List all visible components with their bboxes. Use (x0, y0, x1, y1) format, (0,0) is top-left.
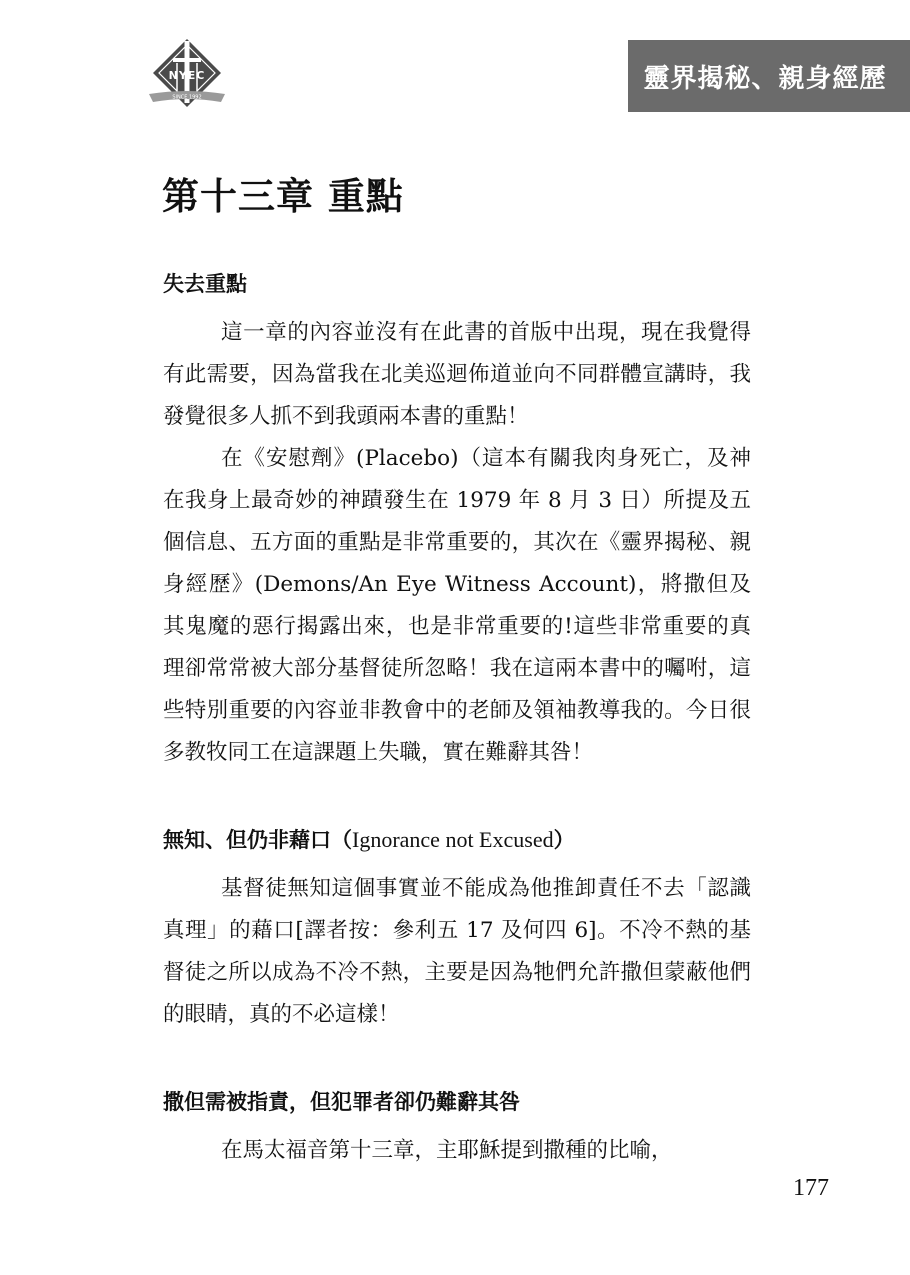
heading-english: Ignorance not Excused (352, 827, 554, 852)
book-title-header (628, 40, 910, 112)
paragraph: 基督徒無知這個事實並不能成為他推卸責任不去「認識真理」的藉口[譯者按：參利五 17 及何四 6]。不冷不熱的基督徒之所以成為不冷不熱，主要是因為牠們允許撒但蒙蔽他們的眼睛，真的不必這樣！ (163, 876, 751, 1027)
book-title: 靈界揭秘、親身經歷 (643, 63, 887, 94)
nyec-logo (147, 36, 227, 112)
page-number: 177 (793, 1175, 829, 1201)
page-content (163, 262, 751, 1172)
nyec-emblem-icon (147, 36, 227, 112)
paragraph: 在馬太福音第十三章，主耶穌提到撒種的比喻， (221, 1138, 673, 1163)
paragraph: 在《安慰劑》(Placebo)（這本有關我肉身死亡，及神在我身上最奇妙的神蹟發生在 1979 年 8 月 3 日）所提及五個信息、五方面的重點是非常重要的，其次在《靈界揭秘、親身經歷》(Demons/An Eye Witness Account)，將撒但及其鬼魔的惡行揭露出來，也是非常重要的!這些非常重要的真理卻常常被大部分基督徒所忽略！我在這兩本書中的囑咐，這些特別重要的內容並非教會中的老師及領袖教導我的。今日很多教牧同工在這課題上失職，實在難辭其咎！ (163, 446, 751, 765)
heading-paren-open: （ (331, 828, 352, 852)
heading-paren-close: ） (553, 828, 575, 852)
section-heading: 撒但需被指責，但犯罪者卻仍難辭其咎 (163, 1090, 520, 1114)
section-heading: 失去重點 (163, 272, 247, 296)
paragraph: 這一章的內容並沒有在此書的首版中出現，現在我覺得有此需要，因為當我在北美巡迴佈道並向不同群體宣講時，我發覺很多人抓不到我頭兩本書的重點！ (163, 320, 751, 429)
section-heading-text: 無知、但仍非藉口 (163, 828, 331, 852)
svg-text:SINCE 1992: SINCE 1992 (172, 94, 202, 101)
chapter-title: 第十三章 重點 (162, 175, 404, 218)
section-heading (163, 818, 751, 862)
svg-text:NYEC: NYEC (168, 69, 206, 82)
